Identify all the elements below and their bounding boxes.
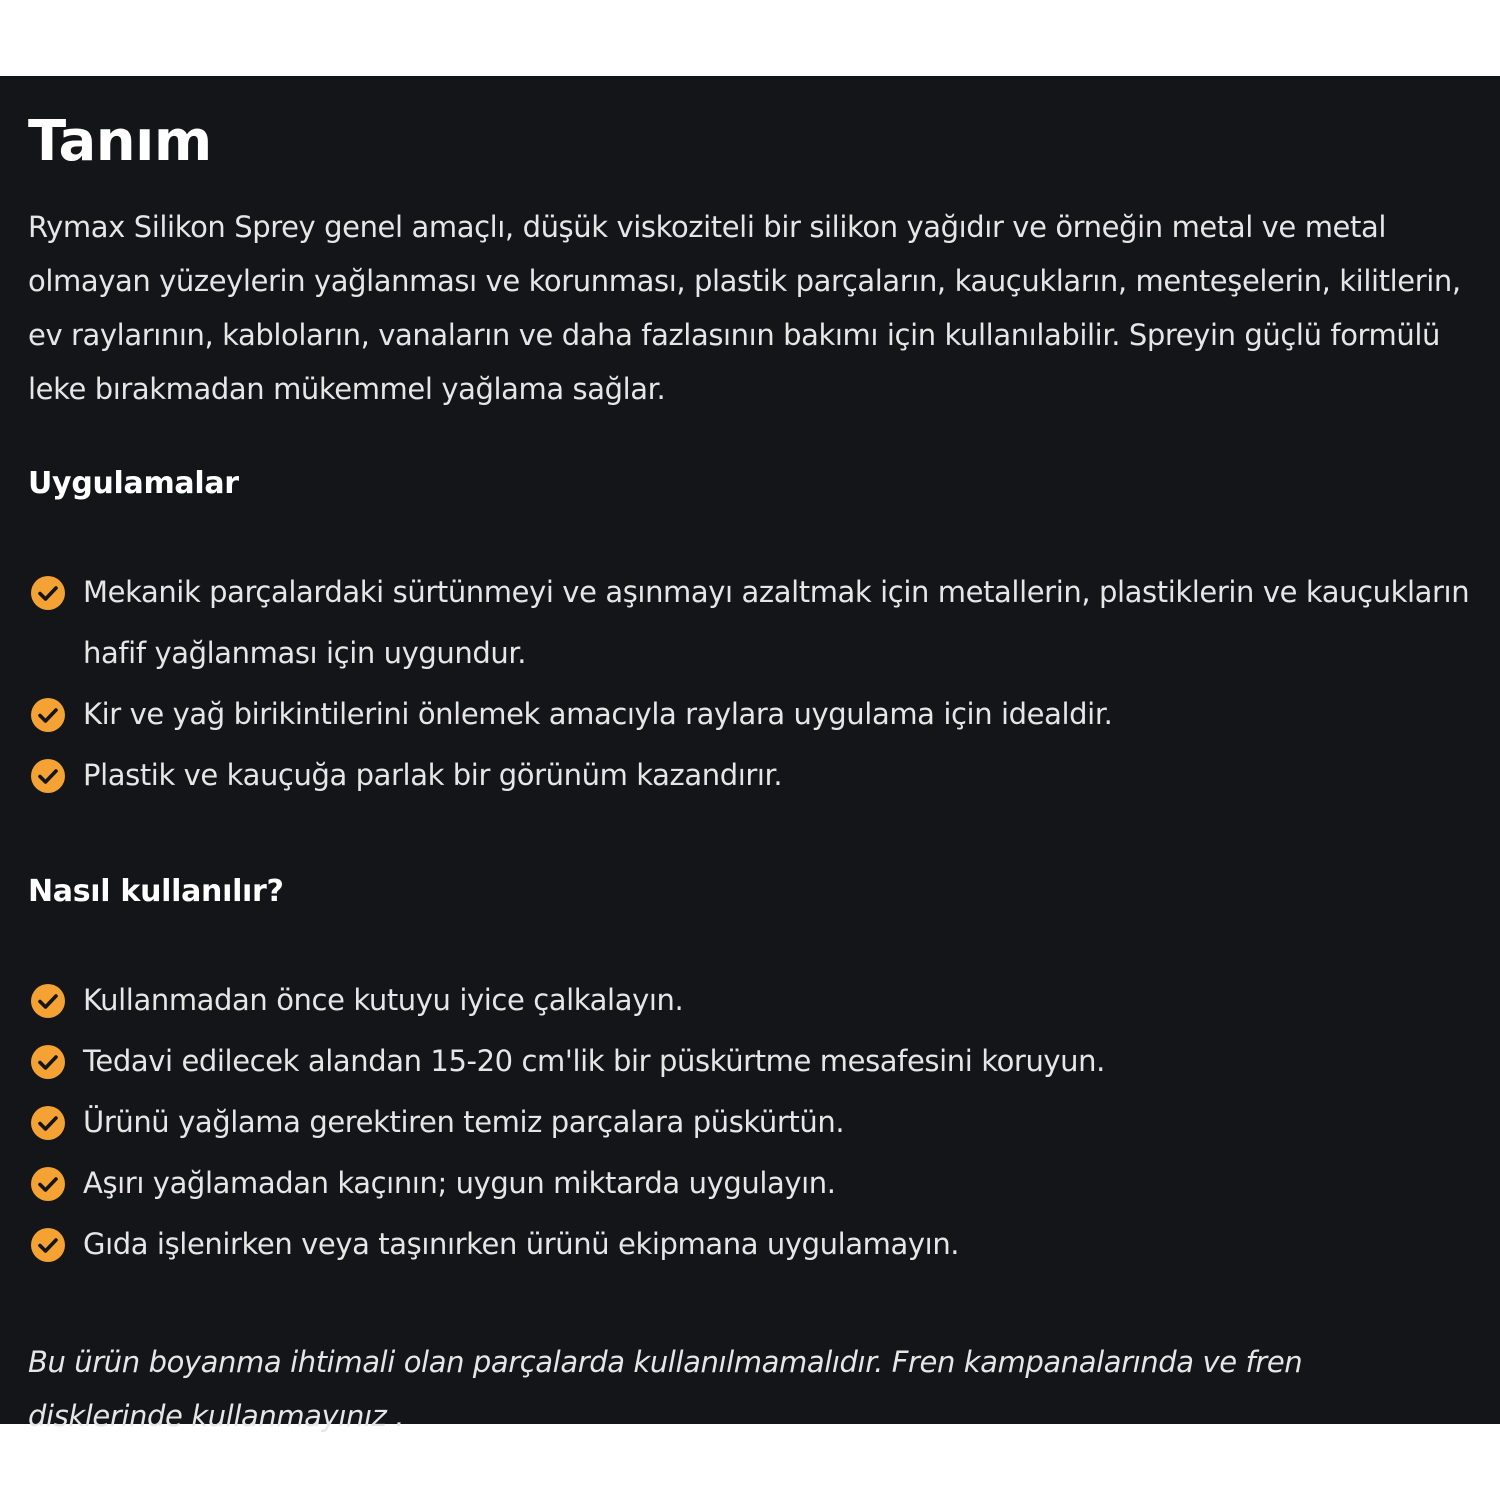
check-circle-icon: [30, 1166, 66, 1202]
list-item: [28, 562, 1472, 684]
check-circle-icon: [30, 758, 66, 794]
how-to-use-list: [28, 970, 1472, 1275]
list-item-text: Ürünü yağlama gerektiren temiz parçalara püskürtün.: [83, 1105, 845, 1139]
list-item-text: Gıda işlenirken veya taşınırken ürünü ekipmana uygulamayın.: [83, 1227, 960, 1261]
description-panel: [0, 76, 1500, 1433]
applications-list: [28, 562, 1472, 806]
check-circle-icon: [30, 1105, 66, 1141]
list-item: [28, 1214, 1472, 1275]
list-item-text: Aşırı yağlamadan kaçının; uygun miktarda uygulayın.: [83, 1166, 836, 1200]
check-circle-icon: [30, 1044, 66, 1080]
page-title: Tanım: [28, 109, 212, 174]
list-item: [28, 684, 1472, 745]
list-item: [28, 1092, 1472, 1153]
intro-paragraph: Rymax Silikon Sprey genel amaçlı, düşük viskoziteli bir silikon yağıdır ve örneğin metal ve metal olmayan yüzeylerin yağlanması ve korunması, plastik parçaların, kauçukların, menteşelerin, kilitlerin, ev raylarının, kabloların, vanaların ve daha fazlasının bakımı için kullanılabilir. Spreyin güçlü formülü leke bırakmadan mükemmel yağlama sağlar.: [28, 210, 1461, 406]
warning-note: Bu ürün boyanma ihtimali olan parçalarda kullanılmamalıdır. Fren kampanalarında ve fren disklerinde kullanmayınız .: [28, 1345, 1303, 1433]
list-item-text: Plastik ve kauçuğa parlak bir görünüm kazandırır.: [83, 758, 783, 792]
check-circle-icon: [30, 983, 66, 1019]
list-item-text: Kir ve yağ birikintilerini önlemek amacıyla raylara uygulama için idealdir.: [83, 697, 1113, 731]
how-to-use-heading: Nasıl kullanılır?: [28, 874, 284, 909]
list-item: [28, 970, 1472, 1031]
applications-heading: Uygulamalar: [28, 466, 239, 501]
check-circle-icon: [30, 1227, 66, 1263]
check-circle-icon: [30, 697, 66, 733]
check-circle-icon: [30, 575, 66, 611]
list-item: [28, 745, 1472, 806]
list-item: [28, 1153, 1472, 1214]
list-item-text: Kullanmadan önce kutuyu iyice çalkalayın.: [83, 983, 684, 1017]
list-item-text: Mekanik parçalardaki sürtünmeyi ve aşınmayı azaltmak için metallerin, plastiklerin ve kauçukların hafif yağlanması için uygundur.: [83, 575, 1470, 670]
list-item-text: Tedavi edilecek alandan 15-20 cm'lik bir püskürtme mesafesini koruyun.: [83, 1044, 1105, 1078]
list-item: [28, 1031, 1472, 1092]
